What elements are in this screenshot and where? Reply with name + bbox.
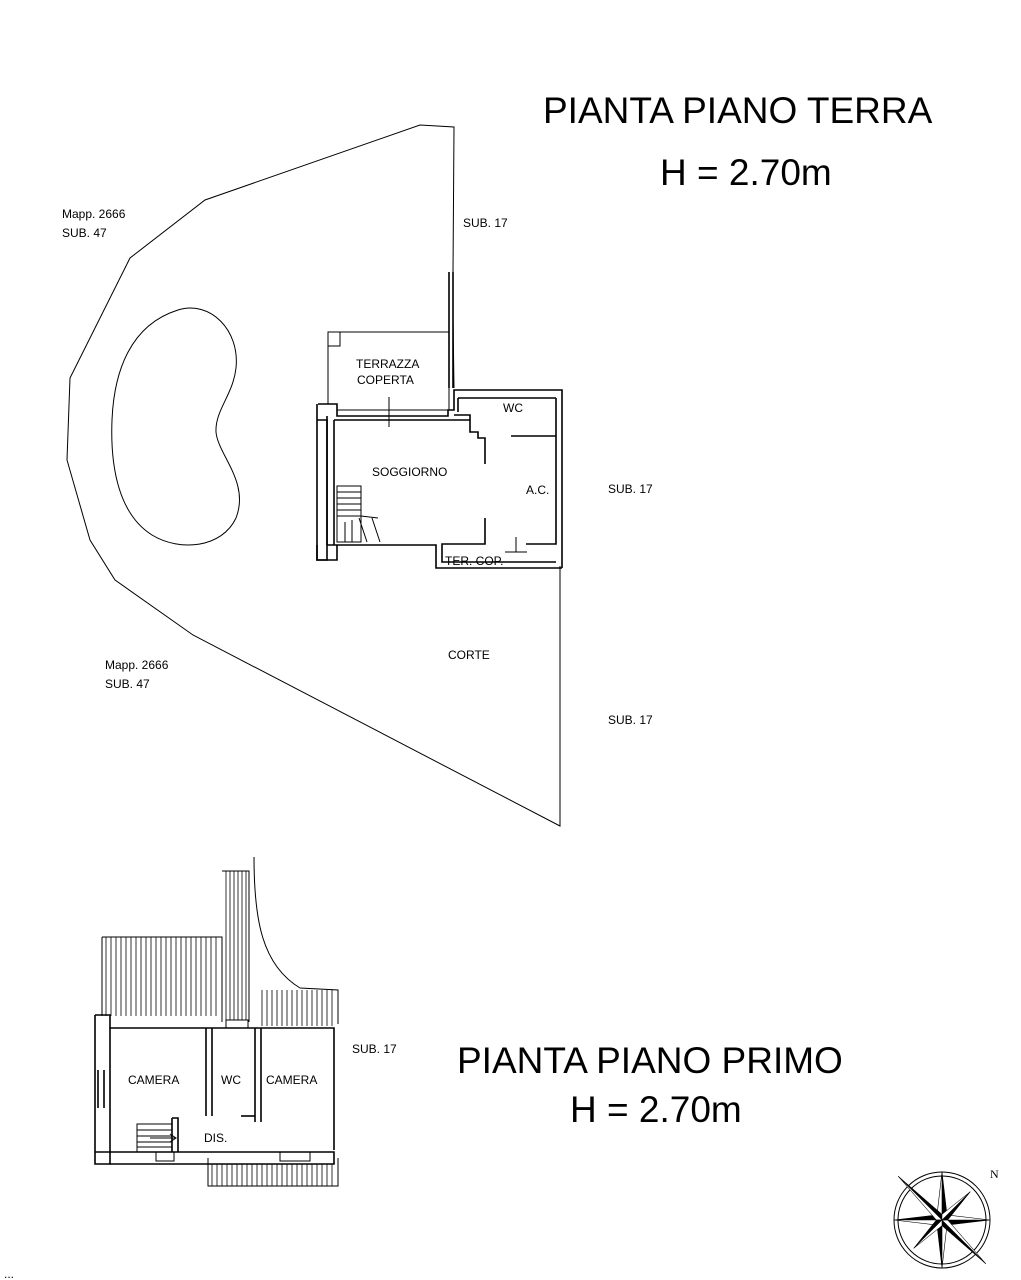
mapp-label-top: Mapp. 2666 bbox=[62, 207, 126, 221]
first-floor-height: H = 2.70m bbox=[570, 1089, 742, 1130]
ground-floor-title: PIANTA PIANO TERRA bbox=[543, 90, 933, 131]
sub47-label-bottom: SUB. 47 bbox=[105, 677, 150, 691]
camera-left-label: CAMERA bbox=[128, 1073, 180, 1087]
ground-floor-height: H = 2.70m bbox=[660, 152, 832, 193]
north-label: N bbox=[990, 1167, 999, 1181]
terrazza-label: TERRAZZA bbox=[356, 357, 420, 371]
first-floor-title: PIANTA PIANO PRIMO bbox=[457, 1040, 843, 1081]
roof-hatch-right bbox=[262, 990, 332, 1026]
swimming-pool bbox=[112, 308, 240, 545]
footer-text: ... bbox=[4, 1267, 15, 1280]
wc-upper-label: WC bbox=[221, 1073, 241, 1087]
sub17-label-mid: SUB. 17 bbox=[608, 482, 653, 496]
roof-hatch-column bbox=[226, 871, 246, 1020]
ter-cop-label: TER. COP. bbox=[445, 554, 504, 568]
stairs-icon bbox=[337, 486, 380, 542]
camera-right-label: CAMERA bbox=[266, 1073, 318, 1087]
sub17-upper-label: SUB. 17 bbox=[352, 1042, 397, 1056]
coperta-label: COPERTA bbox=[357, 373, 414, 387]
ground-floor-plan bbox=[62, 125, 653, 826]
first-floor-plan bbox=[95, 857, 397, 1186]
ac-label: A.C. bbox=[526, 483, 550, 497]
dis-label: DIS. bbox=[204, 1131, 228, 1145]
sub17-label-top: SUB. 17 bbox=[463, 216, 508, 230]
roof-hatch-left bbox=[106, 937, 216, 1016]
roof-hatch-bottom bbox=[212, 1164, 332, 1186]
corte-label: CORTE bbox=[448, 648, 490, 662]
sub47-label-top: SUB. 47 bbox=[62, 226, 107, 240]
boundary-wall bbox=[449, 272, 453, 388]
mapp-label-bottom: Mapp. 2666 bbox=[105, 658, 169, 672]
soggiorno-label: SOGGIORNO bbox=[372, 465, 448, 479]
ground-building bbox=[317, 332, 562, 568]
lot-boundary bbox=[67, 125, 560, 826]
wc-label: WC bbox=[503, 401, 523, 415]
sub17-label-bottom: SUB. 17 bbox=[608, 713, 653, 727]
compass-rose-icon bbox=[894, 1167, 999, 1268]
stairs-icon bbox=[137, 1124, 176, 1152]
